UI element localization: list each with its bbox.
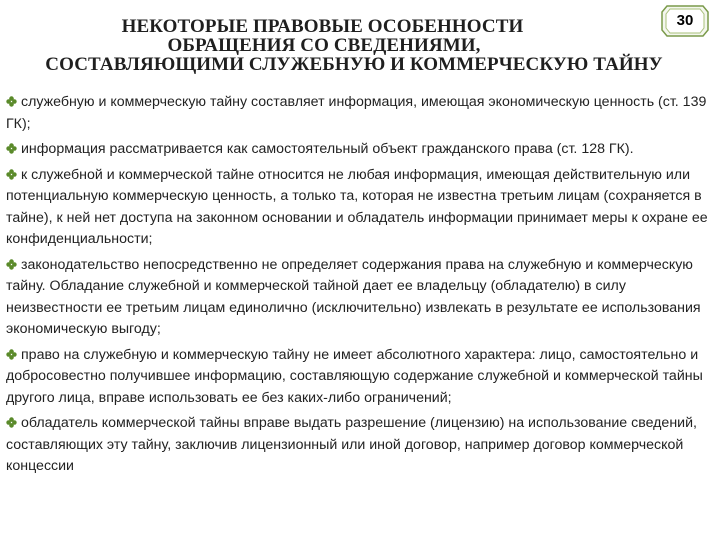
list-item — [6, 92, 710, 135]
list-item — [6, 345, 710, 410]
list-item-text: к служебной и коммерческой тайне относится не любая информация, имеющая действительную или потенциальную коммерческую ценность, а только та, которая не известна третьим лицам (сохраняется в тайне), к ней нет доступа на законном основании и обладатель информации принимает меры к охране ее конфиденциальности; — [6, 166, 708, 247]
diamond-bullet-icon — [6, 417, 17, 428]
list-item-text: законодательство непосредственно не определяет содержания права на служебную и коммерческую тайну. Обладание служебной и коммерческой тайной дает ее владельцу (обладателю) в силу неизвестности ее третьим лицам единолично (исключительно) извлекать в результате ее использования экономическую выгоду; — [6, 256, 701, 337]
list-item-text: обладатель коммерческой тайны вправе выдать разрешение (лицензию) на использование сведений, составляющих эту тайну, заключив лицензионный или иной договор, например договор коммерческой концессии — [6, 415, 697, 474]
diamond-bullet-icon — [6, 349, 17, 360]
bullet-list — [6, 92, 710, 482]
page-number: 30 — [676, 12, 694, 29]
list-item-text: право на служебную и коммерческую тайну не имеет абсолютного характера: лицо, самостоятельно и добросовестно получившее информацию, составляющую содержание служебной и коммерческой тайны другого лица, вправе использовать ее без каких-либо ограничений; — [6, 346, 703, 406]
slide-title — [0, 17, 720, 74]
list-item — [6, 413, 710, 478]
diamond-bullet-icon — [6, 259, 17, 270]
diamond-bullet-icon — [6, 169, 17, 180]
title-line-3: СОСТАВЛЯЮЩИМИ СЛУЖЕБНУЮ И КОММЕРЧЕСКУЮ ТАЙНУ — [45, 54, 663, 75]
list-item — [6, 255, 710, 341]
title-line-1: НЕКОТОРЫЕ ПРАВОВЫЕ ОСОБЕННОСТИ — [121, 16, 524, 37]
diamond-bullet-icon — [6, 143, 17, 154]
diamond-bullet-icon — [6, 96, 17, 107]
list-item — [6, 139, 710, 161]
title-line-2: ОБРАЩЕНИЯ СО СВЕДЕНИЯМИ, — [167, 35, 481, 56]
list-item — [6, 165, 710, 251]
list-item-text: служебную и коммерческую тайну составляет информация, имеющая экономическую ценность (ст. 139 ГК); — [6, 94, 707, 132]
list-item-text: информация рассматривается как самостоятельный объект гражданского права (ст. 128 ГК). — [21, 141, 634, 157]
